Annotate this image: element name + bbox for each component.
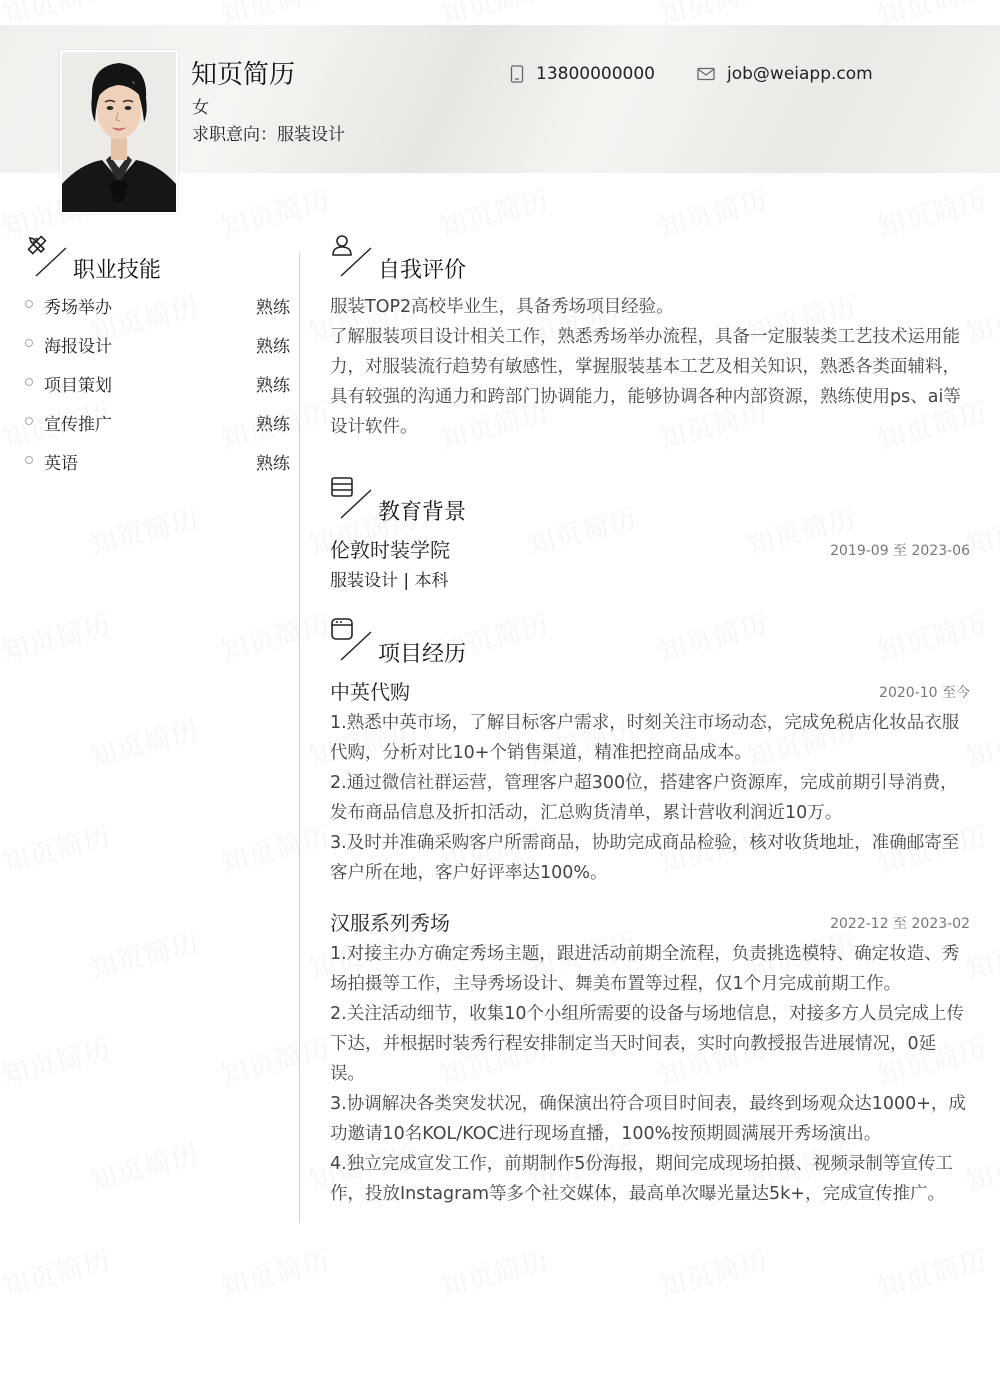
project-date: 2020-10 至今 bbox=[879, 685, 970, 701]
project-line: 2.关注活动细节，收集10个小组所需要的设备与场地信息，对接多方人员完成上传下达，并根据时装秀行程安排制定当天时间表，实时向教授报告进展情况，0延误。 bbox=[330, 1004, 964, 1084]
skill-item bbox=[25, 410, 290, 434]
skill-item bbox=[25, 371, 290, 395]
skill-name: 英语 bbox=[44, 454, 78, 474]
watermark-text bbox=[654, 602, 772, 669]
project-description bbox=[330, 708, 970, 888]
email-address: job@weiapp.com bbox=[727, 64, 873, 84]
watermark-text bbox=[873, 602, 991, 669]
skill-item bbox=[25, 293, 290, 317]
watermark-text bbox=[873, 1238, 991, 1305]
watermark-text bbox=[216, 1026, 334, 1093]
header-slash bbox=[340, 489, 372, 519]
education-major: 服装设计 | 本科 bbox=[330, 571, 449, 591]
skill-level: 熟练 bbox=[256, 298, 290, 318]
profile-photo bbox=[60, 50, 178, 214]
watermark-text bbox=[654, 178, 772, 245]
education-date: 2019-09 至 2023-06 bbox=[830, 543, 970, 559]
project-line: 3.及时并准确采购客户所需商品，协助完成商品检验，核对收货地址，准确邮寄至客户所在地，客户好评率达100%。 bbox=[330, 833, 960, 883]
project-line: 4.独立完成宣发工作，前期制作5份海报，期间完成现场拍摄、视频录制等宣传工作，投放Instagram等多个社交媒体，最高单次曝光量达5k+，完成宣传推广。 bbox=[330, 1154, 953, 1204]
watermark-text bbox=[85, 1132, 203, 1199]
phone-contact bbox=[510, 64, 655, 84]
skills-title: 职业技能 bbox=[73, 258, 162, 283]
skill-name: 秀场举办 bbox=[44, 298, 112, 318]
self-eval-paragraph: 服装TOP2高校毕业生，具备秀场项目经验。 bbox=[330, 297, 674, 317]
self-eval-section-header bbox=[330, 233, 630, 283]
education-title: 教育背景 bbox=[378, 500, 467, 525]
bullet-icon bbox=[25, 417, 33, 425]
skill-level: 熟练 bbox=[256, 337, 290, 357]
project-name: 汉服系列秀场 bbox=[330, 911, 450, 935]
watermark-text bbox=[0, 1238, 115, 1305]
project-line: 1.熟悉中英市场，了解目标客户需求，时刻关注市场动态，完成免税店化妆品衣服代购，分析对比10+个销售渠道，精准把控商品成本。 bbox=[330, 713, 960, 763]
candidate-name: 知页简历 bbox=[191, 60, 296, 90]
project-description bbox=[330, 939, 970, 1209]
watermark-text bbox=[216, 602, 334, 669]
skill-level: 熟练 bbox=[256, 415, 290, 435]
skill-name: 海报设计 bbox=[44, 337, 112, 357]
watermark-text bbox=[216, 814, 334, 881]
bullet-icon bbox=[25, 456, 33, 464]
email-contact bbox=[697, 64, 873, 84]
bullet-icon bbox=[25, 300, 33, 308]
watermark-text bbox=[85, 920, 203, 987]
self-eval-text bbox=[330, 292, 970, 442]
watermark-text bbox=[216, 1238, 334, 1305]
mail-icon bbox=[697, 67, 715, 81]
header-slash bbox=[340, 631, 372, 661]
skill-name: 宣传推广 bbox=[44, 415, 112, 435]
column-divider bbox=[299, 253, 300, 1223]
watermark-text bbox=[654, 1238, 772, 1305]
header-slash bbox=[35, 247, 67, 277]
education-section-header bbox=[330, 475, 630, 525]
candidate-gender: 女 bbox=[192, 98, 209, 118]
project-date: 2022-12 至 2023-02 bbox=[830, 916, 970, 932]
watermark-text bbox=[85, 496, 203, 563]
self-eval-title: 自我评价 bbox=[378, 258, 467, 283]
bullet-icon bbox=[25, 339, 33, 347]
phone-icon bbox=[510, 65, 524, 83]
skill-level: 熟练 bbox=[256, 454, 290, 474]
school-name: 伦敦时装学院 bbox=[330, 538, 450, 562]
header-slash bbox=[340, 247, 372, 277]
self-eval-paragraph: 了解服装项目设计相关工作，熟悉秀场举办流程，具备一定服装类工艺技术运用能力，对服装流行趋势有敏感性，掌握服装基本工艺及相关知识，熟悉各类面辅料，具有较强的沟通力和跨部门协调能力，能够协调各种内部资源，熟练使用ps、ai等设计软件。 bbox=[330, 327, 961, 437]
project-line: 3.协调解决各类突发状况，确保演出符合项目时间表，最终到场观众达1000+，成功邀请10名KOL/KOC进行现场直播，100%按预期圆满展开秀场演出。 bbox=[330, 1094, 966, 1144]
watermark-text bbox=[0, 814, 115, 881]
project-name: 中英代购 bbox=[330, 680, 410, 704]
skill-item bbox=[25, 332, 290, 356]
phone-number: 13800000000 bbox=[536, 64, 655, 84]
watermark-text bbox=[435, 1238, 553, 1305]
projects-title: 项目经历 bbox=[378, 642, 467, 667]
job-intent: 求职意向：服装设计 bbox=[192, 125, 345, 145]
watermark-text bbox=[0, 602, 115, 669]
skills-section-header bbox=[25, 233, 285, 283]
projects-section-header bbox=[330, 617, 630, 667]
project-line: 1.对接主办方确定秀场主题，跟进活动前期全流程，负责挑选模特、确定妆造、秀场拍摄等工作，主导秀场设计、舞美布置等过程，仅1个月完成前期工作。 bbox=[330, 944, 960, 994]
skill-name: 项目策划 bbox=[44, 376, 112, 396]
watermark-text bbox=[85, 708, 203, 775]
skill-item bbox=[25, 449, 290, 473]
watermark-text bbox=[873, 178, 991, 245]
project-line: 2.通过微信社群运营，管理客户超300位，搭建客户资源库，完成前期引导消费，发布商品信息及折扣活动，汇总购货清单，累计营收利润近10万。 bbox=[330, 773, 958, 823]
bullet-icon bbox=[25, 378, 33, 386]
portrait-image bbox=[62, 52, 176, 212]
watermark-text bbox=[0, 1026, 115, 1093]
skill-level: 熟练 bbox=[256, 376, 290, 396]
